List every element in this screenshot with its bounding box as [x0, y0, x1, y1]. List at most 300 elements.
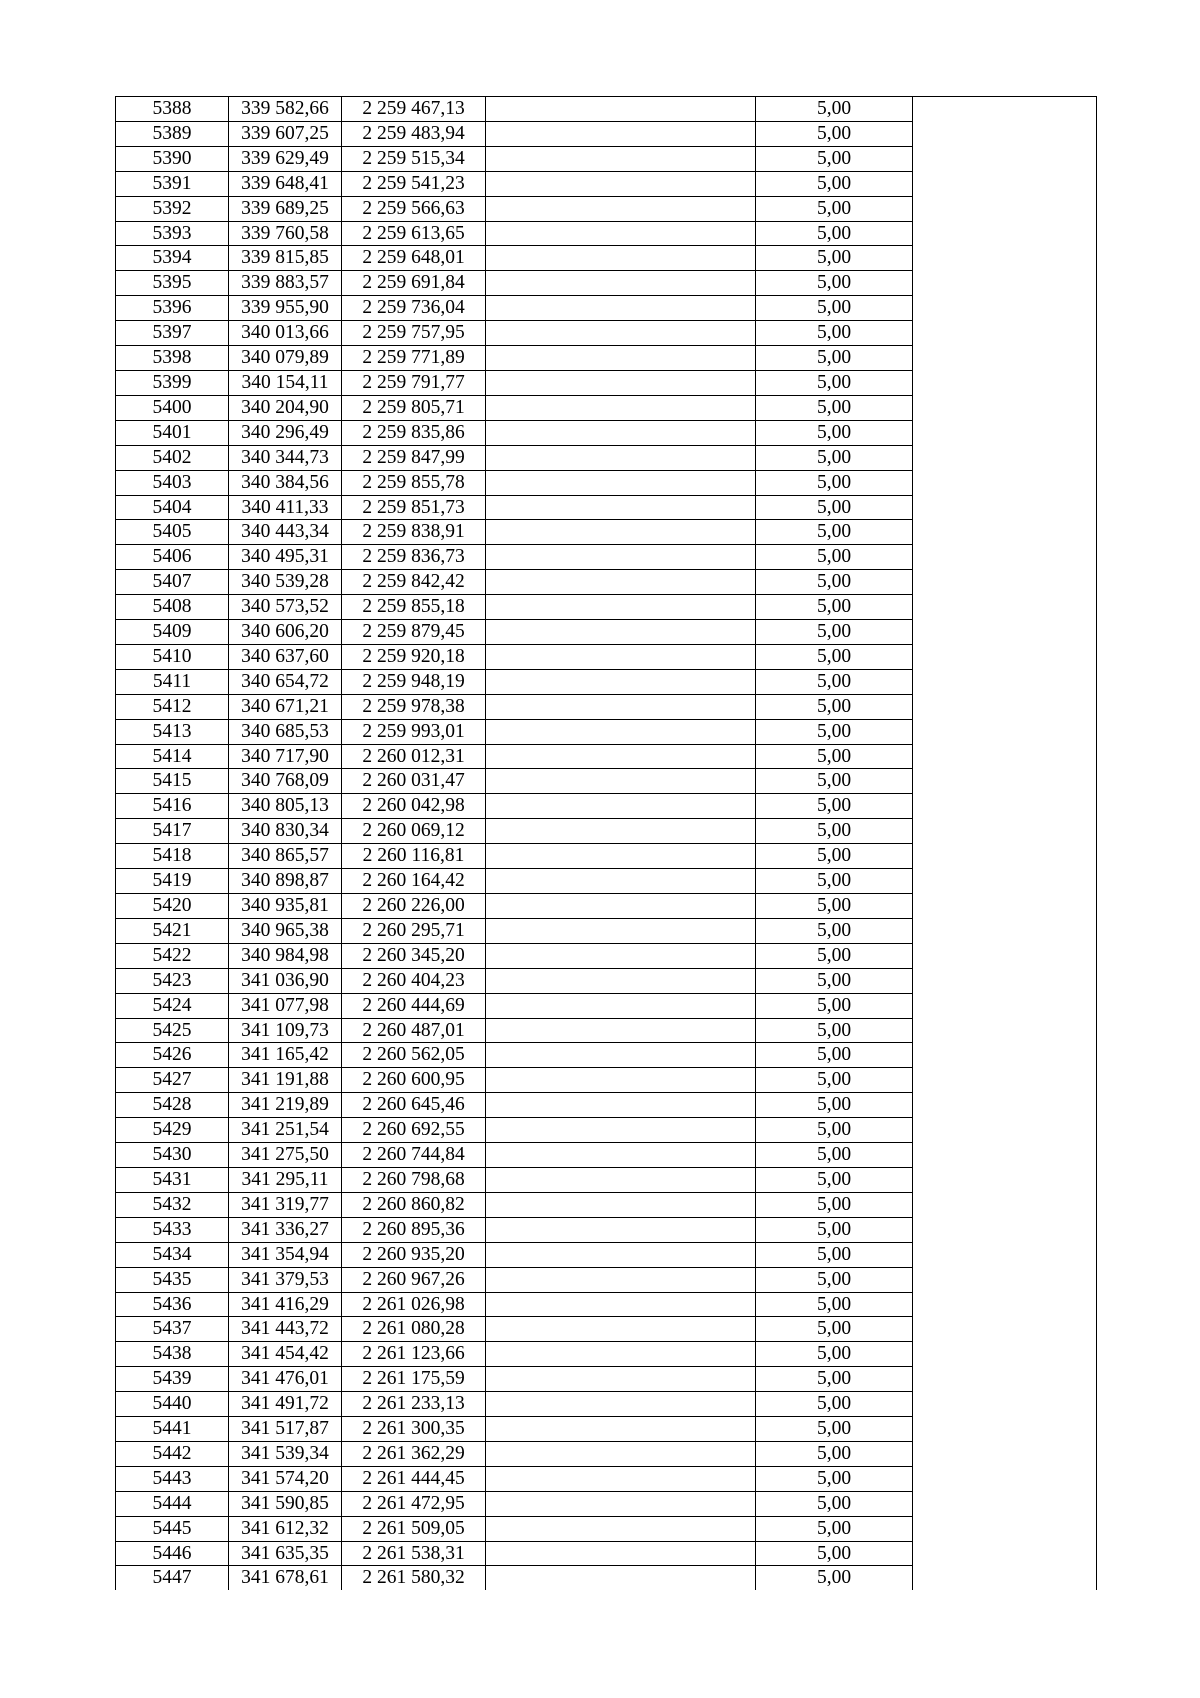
blank-cell [486, 520, 756, 545]
point-number-cell: 5421 [116, 918, 229, 943]
notes-cell [913, 595, 1097, 620]
blank-cell [486, 296, 756, 321]
point-number-cell: 5402 [116, 445, 229, 470]
value-cell: 5,00 [756, 1143, 913, 1168]
blank-cell [486, 97, 756, 122]
value-cell: 5,00 [756, 121, 913, 146]
value-cell: 5,00 [756, 620, 913, 645]
value-cell: 5,00 [756, 819, 913, 844]
value-cell: 5,00 [756, 1217, 913, 1242]
table-row [116, 1192, 1097, 1217]
table-row [116, 1566, 1097, 1590]
notes-cell [913, 370, 1097, 395]
x-coordinate-cell: 340 830,34 [229, 819, 342, 844]
y-coordinate-cell: 2 260 164,42 [342, 869, 486, 894]
x-coordinate-cell: 340 079,89 [229, 346, 342, 371]
notes-cell [913, 918, 1097, 943]
y-coordinate-cell: 2 260 860,82 [342, 1192, 486, 1217]
y-coordinate-cell: 2 260 444,69 [342, 993, 486, 1018]
point-number-cell: 5447 [116, 1566, 229, 1590]
x-coordinate-cell: 339 582,66 [229, 97, 342, 122]
x-coordinate-cell: 341 491,72 [229, 1392, 342, 1417]
value-cell: 5,00 [756, 221, 913, 246]
point-number-cell: 5435 [116, 1267, 229, 1292]
y-coordinate-cell: 2 259 648,01 [342, 246, 486, 271]
blank-cell [486, 346, 756, 371]
x-coordinate-cell: 340 443,34 [229, 520, 342, 545]
table-row [116, 370, 1097, 395]
x-coordinate-cell: 340 384,56 [229, 470, 342, 495]
table-row [116, 1417, 1097, 1442]
table-row [116, 545, 1097, 570]
notes-cell [913, 669, 1097, 694]
blank-cell [486, 769, 756, 794]
table-row [116, 146, 1097, 171]
blank-cell [486, 1392, 756, 1417]
value-cell: 5,00 [756, 694, 913, 719]
blank-cell [486, 894, 756, 919]
x-coordinate-cell: 339 815,85 [229, 246, 342, 271]
blank-cell [486, 570, 756, 595]
blank-cell [486, 395, 756, 420]
y-coordinate-cell: 2 259 948,19 [342, 669, 486, 694]
y-coordinate-cell: 2 261 080,28 [342, 1317, 486, 1342]
blank-cell [486, 1192, 756, 1217]
notes-cell [913, 869, 1097, 894]
x-coordinate-cell: 340 204,90 [229, 395, 342, 420]
y-coordinate-cell: 2 259 613,65 [342, 221, 486, 246]
notes-cell [913, 395, 1097, 420]
notes-cell [913, 121, 1097, 146]
y-coordinate-cell: 2 259 483,94 [342, 121, 486, 146]
value-cell: 5,00 [756, 1566, 913, 1590]
point-number-cell: 5420 [116, 894, 229, 919]
point-number-cell: 5441 [116, 1417, 229, 1442]
table-row [116, 1491, 1097, 1516]
point-number-cell: 5405 [116, 520, 229, 545]
y-coordinate-cell: 2 260 967,26 [342, 1267, 486, 1292]
notes-cell [913, 1118, 1097, 1143]
x-coordinate-cell: 341 443,72 [229, 1317, 342, 1342]
table-row [116, 719, 1097, 744]
table-row [116, 296, 1097, 321]
point-number-cell: 5422 [116, 943, 229, 968]
x-coordinate-cell: 341 077,98 [229, 993, 342, 1018]
value-cell: 5,00 [756, 1018, 913, 1043]
x-coordinate-cell: 341 165,42 [229, 1043, 342, 1068]
blank-cell [486, 993, 756, 1018]
x-coordinate-cell: 340 154,11 [229, 370, 342, 395]
x-coordinate-cell: 340 539,28 [229, 570, 342, 595]
point-number-cell: 5397 [116, 321, 229, 346]
blank-cell [486, 1242, 756, 1267]
x-coordinate-cell: 340 805,13 [229, 794, 342, 819]
blank-cell [486, 1018, 756, 1043]
table-row [116, 894, 1097, 919]
point-number-cell: 5399 [116, 370, 229, 395]
x-coordinate-cell: 340 495,31 [229, 545, 342, 570]
table-row [116, 196, 1097, 221]
value-cell: 5,00 [756, 321, 913, 346]
point-number-cell: 5414 [116, 744, 229, 769]
table-row [116, 819, 1097, 844]
x-coordinate-cell: 341 036,90 [229, 968, 342, 993]
point-number-cell: 5437 [116, 1317, 229, 1342]
value-cell: 5,00 [756, 1242, 913, 1267]
notes-cell [913, 495, 1097, 520]
coordinates-table [115, 96, 1097, 1590]
y-coordinate-cell: 2 259 805,71 [342, 395, 486, 420]
table-row [116, 1392, 1097, 1417]
value-cell: 5,00 [756, 1292, 913, 1317]
value-cell: 5,00 [756, 894, 913, 919]
y-coordinate-cell: 2 259 515,34 [342, 146, 486, 171]
notes-cell [913, 1491, 1097, 1516]
notes-cell [913, 470, 1097, 495]
notes-cell [913, 694, 1097, 719]
table-row [116, 769, 1097, 794]
value-cell: 5,00 [756, 1441, 913, 1466]
blank-cell [486, 1143, 756, 1168]
table-row [116, 445, 1097, 470]
y-coordinate-cell: 2 260 895,36 [342, 1217, 486, 1242]
table-row [116, 1143, 1097, 1168]
y-coordinate-cell: 2 261 300,35 [342, 1417, 486, 1442]
value-cell: 5,00 [756, 146, 913, 171]
table-row [116, 346, 1097, 371]
value-cell: 5,00 [756, 968, 913, 993]
value-cell: 5,00 [756, 545, 913, 570]
value-cell: 5,00 [756, 669, 913, 694]
notes-cell [913, 769, 1097, 794]
point-number-cell: 5446 [116, 1541, 229, 1566]
point-number-cell: 5393 [116, 221, 229, 246]
notes-cell [913, 196, 1097, 221]
value-cell: 5,00 [756, 644, 913, 669]
x-coordinate-cell: 340 671,21 [229, 694, 342, 719]
y-coordinate-cell: 2 261 509,05 [342, 1516, 486, 1541]
table-row [116, 968, 1097, 993]
point-number-cell: 5426 [116, 1043, 229, 1068]
table-row [116, 1043, 1097, 1068]
value-cell: 5,00 [756, 869, 913, 894]
notes-cell [913, 1167, 1097, 1192]
blank-cell [486, 1541, 756, 1566]
table-row [116, 993, 1097, 1018]
notes-cell [913, 1043, 1097, 1068]
notes-cell [913, 894, 1097, 919]
y-coordinate-cell: 2 260 116,81 [342, 844, 486, 869]
x-coordinate-cell: 339 955,90 [229, 296, 342, 321]
blank-cell [486, 1466, 756, 1491]
table-row [116, 620, 1097, 645]
point-number-cell: 5443 [116, 1466, 229, 1491]
y-coordinate-cell: 2 259 993,01 [342, 719, 486, 744]
table-row [116, 321, 1097, 346]
x-coordinate-cell: 341 275,50 [229, 1143, 342, 1168]
y-coordinate-cell: 2 260 798,68 [342, 1167, 486, 1192]
point-number-cell: 5390 [116, 146, 229, 171]
table-body [116, 97, 1097, 1591]
x-coordinate-cell: 340 637,60 [229, 644, 342, 669]
blank-cell [486, 620, 756, 645]
value-cell: 5,00 [756, 595, 913, 620]
y-coordinate-cell: 2 260 042,98 [342, 794, 486, 819]
point-number-cell: 5407 [116, 570, 229, 595]
blank-cell [486, 1068, 756, 1093]
notes-cell [913, 296, 1097, 321]
x-coordinate-cell: 340 573,52 [229, 595, 342, 620]
notes-cell [913, 844, 1097, 869]
blank-cell [486, 370, 756, 395]
table-row [116, 595, 1097, 620]
blank-cell [486, 171, 756, 196]
value-cell: 5,00 [756, 794, 913, 819]
point-number-cell: 5416 [116, 794, 229, 819]
value-cell: 5,00 [756, 1466, 913, 1491]
table-row [116, 1018, 1097, 1043]
notes-cell [913, 644, 1097, 669]
x-coordinate-cell: 340 865,57 [229, 844, 342, 869]
table-row [116, 1217, 1097, 1242]
x-coordinate-cell: 341 109,73 [229, 1018, 342, 1043]
notes-cell [913, 1367, 1097, 1392]
value-cell: 5,00 [756, 1541, 913, 1566]
x-coordinate-cell: 339 607,25 [229, 121, 342, 146]
value-cell: 5,00 [756, 246, 913, 271]
value-cell: 5,00 [756, 196, 913, 221]
notes-cell [913, 1267, 1097, 1292]
x-coordinate-cell: 341 612,32 [229, 1516, 342, 1541]
table-row [116, 520, 1097, 545]
notes-cell [913, 1192, 1097, 1217]
table-row [116, 1342, 1097, 1367]
blank-cell [486, 1441, 756, 1466]
notes-cell [913, 246, 1097, 271]
blank-cell [486, 644, 756, 669]
notes-cell [913, 968, 1097, 993]
y-coordinate-cell: 2 260 031,47 [342, 769, 486, 794]
value-cell: 5,00 [756, 271, 913, 296]
y-coordinate-cell: 2 260 562,05 [342, 1043, 486, 1068]
blank-cell [486, 1167, 756, 1192]
y-coordinate-cell: 2 260 645,46 [342, 1093, 486, 1118]
y-coordinate-cell: 2 260 012,31 [342, 744, 486, 769]
blank-cell [486, 196, 756, 221]
point-number-cell: 5428 [116, 1093, 229, 1118]
blank-cell [486, 221, 756, 246]
table-row [116, 794, 1097, 819]
y-coordinate-cell: 2 261 362,29 [342, 1441, 486, 1466]
point-number-cell: 5423 [116, 968, 229, 993]
x-coordinate-cell: 340 935,81 [229, 894, 342, 919]
table-row [116, 1367, 1097, 1392]
y-coordinate-cell: 2 261 580,32 [342, 1566, 486, 1590]
value-cell: 5,00 [756, 346, 913, 371]
table-row [116, 395, 1097, 420]
notes-cell [913, 570, 1097, 595]
notes-cell [913, 1242, 1097, 1267]
point-number-cell: 5429 [116, 1118, 229, 1143]
value-cell: 5,00 [756, 943, 913, 968]
value-cell: 5,00 [756, 520, 913, 545]
point-number-cell: 5411 [116, 669, 229, 694]
blank-cell [486, 321, 756, 346]
blank-cell [486, 470, 756, 495]
blank-cell [486, 1217, 756, 1242]
point-number-cell: 5418 [116, 844, 229, 869]
x-coordinate-cell: 341 251,54 [229, 1118, 342, 1143]
notes-cell [913, 545, 1097, 570]
y-coordinate-cell: 2 261 444,45 [342, 1466, 486, 1491]
point-number-cell: 5401 [116, 420, 229, 445]
y-coordinate-cell: 2 259 847,99 [342, 445, 486, 470]
y-coordinate-cell: 2 259 736,04 [342, 296, 486, 321]
point-number-cell: 5431 [116, 1167, 229, 1192]
notes-cell [913, 1516, 1097, 1541]
notes-cell [913, 420, 1097, 445]
notes-cell [913, 146, 1097, 171]
y-coordinate-cell: 2 259 691,84 [342, 271, 486, 296]
y-coordinate-cell: 2 260 295,71 [342, 918, 486, 943]
table-row [116, 744, 1097, 769]
notes-cell [913, 346, 1097, 371]
x-coordinate-cell: 341 354,94 [229, 1242, 342, 1267]
point-number-cell: 5433 [116, 1217, 229, 1242]
table-row [116, 121, 1097, 146]
x-coordinate-cell: 341 590,85 [229, 1491, 342, 1516]
blank-cell [486, 719, 756, 744]
table-row [116, 495, 1097, 520]
point-number-cell: 5438 [116, 1342, 229, 1367]
value-cell: 5,00 [756, 370, 913, 395]
notes-cell [913, 271, 1097, 296]
y-coordinate-cell: 2 259 757,95 [342, 321, 486, 346]
notes-cell [913, 1217, 1097, 1242]
value-cell: 5,00 [756, 445, 913, 470]
blank-cell [486, 669, 756, 694]
y-coordinate-cell: 2 261 175,59 [342, 1367, 486, 1392]
y-coordinate-cell: 2 260 404,23 [342, 968, 486, 993]
point-number-cell: 5388 [116, 97, 229, 122]
y-coordinate-cell: 2 261 472,95 [342, 1491, 486, 1516]
value-cell: 5,00 [756, 1093, 913, 1118]
point-number-cell: 5417 [116, 819, 229, 844]
notes-cell [913, 1143, 1097, 1168]
point-number-cell: 5408 [116, 595, 229, 620]
x-coordinate-cell: 339 648,41 [229, 171, 342, 196]
y-coordinate-cell: 2 261 538,31 [342, 1541, 486, 1566]
point-number-cell: 5410 [116, 644, 229, 669]
point-number-cell: 5415 [116, 769, 229, 794]
blank-cell [486, 1342, 756, 1367]
notes-cell [913, 1342, 1097, 1367]
x-coordinate-cell: 340 717,90 [229, 744, 342, 769]
point-number-cell: 5392 [116, 196, 229, 221]
x-coordinate-cell: 339 629,49 [229, 146, 342, 171]
blank-cell [486, 1317, 756, 1342]
y-coordinate-cell: 2 260 935,20 [342, 1242, 486, 1267]
notes-cell [913, 171, 1097, 196]
blank-cell [486, 445, 756, 470]
value-cell: 5,00 [756, 570, 913, 595]
point-number-cell: 5412 [116, 694, 229, 719]
value-cell: 5,00 [756, 1068, 913, 1093]
x-coordinate-cell: 341 319,77 [229, 1192, 342, 1217]
table-row [116, 1242, 1097, 1267]
table-row [116, 470, 1097, 495]
table-row [116, 943, 1097, 968]
y-coordinate-cell: 2 260 600,95 [342, 1068, 486, 1093]
blank-cell [486, 420, 756, 445]
y-coordinate-cell: 2 260 226,00 [342, 894, 486, 919]
blank-cell [486, 146, 756, 171]
value-cell: 5,00 [756, 1317, 913, 1342]
x-coordinate-cell: 341 336,27 [229, 1217, 342, 1242]
value-cell: 5,00 [756, 1167, 913, 1192]
x-coordinate-cell: 339 883,57 [229, 271, 342, 296]
notes-cell [913, 1566, 1097, 1590]
point-number-cell: 5425 [116, 1018, 229, 1043]
point-number-cell: 5406 [116, 545, 229, 570]
table-row [116, 694, 1097, 719]
notes-cell [913, 943, 1097, 968]
blank-cell [486, 1093, 756, 1118]
x-coordinate-cell: 339 689,25 [229, 196, 342, 221]
y-coordinate-cell: 2 259 771,89 [342, 346, 486, 371]
value-cell: 5,00 [756, 1192, 913, 1217]
point-number-cell: 5389 [116, 121, 229, 146]
value-cell: 5,00 [756, 296, 913, 321]
y-coordinate-cell: 2 259 920,18 [342, 644, 486, 669]
x-coordinate-cell: 340 768,09 [229, 769, 342, 794]
value-cell: 5,00 [756, 744, 913, 769]
blank-cell [486, 1367, 756, 1392]
x-coordinate-cell: 340 685,53 [229, 719, 342, 744]
x-coordinate-cell: 341 574,20 [229, 1466, 342, 1491]
blank-cell [486, 246, 756, 271]
point-number-cell: 5400 [116, 395, 229, 420]
blank-cell [486, 1491, 756, 1516]
y-coordinate-cell: 2 259 835,86 [342, 420, 486, 445]
blank-cell [486, 744, 756, 769]
y-coordinate-cell: 2 261 233,13 [342, 1392, 486, 1417]
x-coordinate-cell: 340 898,87 [229, 869, 342, 894]
table-row [116, 669, 1097, 694]
blank-cell [486, 121, 756, 146]
x-coordinate-cell: 339 760,58 [229, 221, 342, 246]
blank-cell [486, 844, 756, 869]
table-row [116, 644, 1097, 669]
point-number-cell: 5432 [116, 1192, 229, 1217]
notes-cell [913, 1441, 1097, 1466]
blank-cell [486, 918, 756, 943]
x-coordinate-cell: 341 295,11 [229, 1167, 342, 1192]
point-number-cell: 5413 [116, 719, 229, 744]
point-number-cell: 5395 [116, 271, 229, 296]
x-coordinate-cell: 341 416,29 [229, 1292, 342, 1317]
table-row [116, 420, 1097, 445]
point-number-cell: 5394 [116, 246, 229, 271]
point-number-cell: 5403 [116, 470, 229, 495]
blank-cell [486, 271, 756, 296]
y-coordinate-cell: 2 261 026,98 [342, 1292, 486, 1317]
table-row [116, 1267, 1097, 1292]
y-coordinate-cell: 2 261 123,66 [342, 1342, 486, 1367]
value-cell: 5,00 [756, 1392, 913, 1417]
table-row [116, 869, 1097, 894]
value-cell: 5,00 [756, 1491, 913, 1516]
